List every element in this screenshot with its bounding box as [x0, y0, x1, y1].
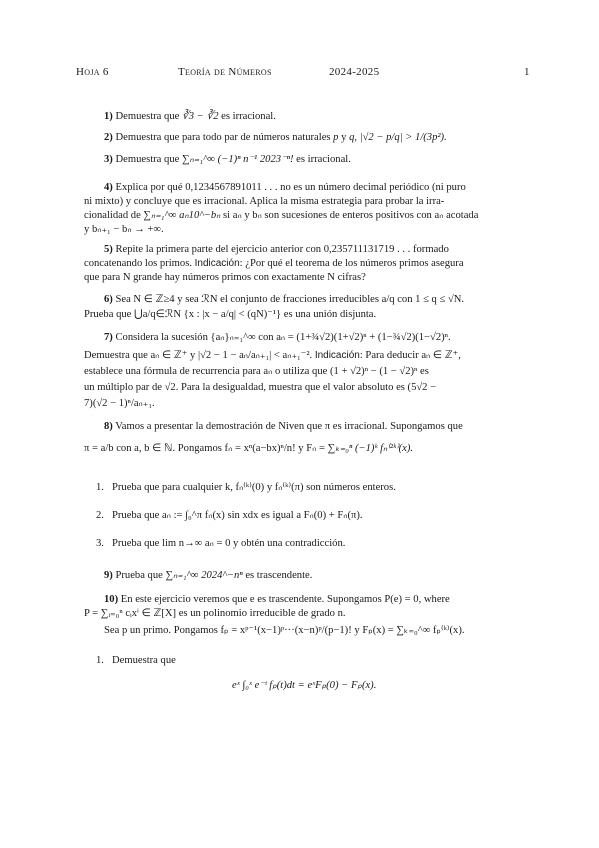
exercise-formula: ∑ₙ₌₁^∞ 2024^−nⁿ	[165, 570, 243, 581]
exercise-5-line-3: que para N grande hay números primos con exactamente N cifras?	[84, 272, 366, 283]
exercise-formula: ∑ₙ₌₁^∞ (−1)ⁿ n⁻¹ 2023⁻ⁿ!	[181, 154, 294, 165]
exercise-text-end: : Para deducir aₙ ∈ ℤ⁺,	[359, 350, 461, 361]
exercise-text: Demuestra que	[115, 154, 182, 165]
course-title: Teoría de Números	[178, 66, 272, 78]
sheet-label: Hoja 6	[76, 66, 109, 78]
exercise-text-end: es irracional.	[293, 154, 351, 165]
exercise-text: cionalidad de	[84, 210, 144, 221]
list-item-text: Prueba que para cualquier k, fₙ⁽ᵏ⁾(0) y fₙ⁽ᵏ⁾(π) son números enteros.	[112, 482, 396, 493]
exercise-7	[84, 331, 540, 345]
exercise-formula: , |√2 − p/q| > 1/(3p²).	[354, 132, 447, 143]
list-item-number: 1.	[96, 482, 104, 493]
exercise-number: 1)	[104, 111, 113, 122]
exercise-number: 9)	[104, 570, 113, 581]
exercise-number: 3)	[104, 154, 113, 165]
exercise-5-line-2	[84, 257, 540, 271]
hint-label: Indicación	[314, 350, 360, 361]
list-item-text: Prueba que lim n→∞ aₙ = 0 y obtén una contradicción.	[112, 538, 346, 549]
exercise-text: Demuestra que	[115, 111, 182, 122]
list-item-text: Demuestra que	[112, 655, 176, 666]
conj: y	[338, 132, 350, 143]
exercise-6	[84, 293, 540, 307]
exercise-number: 5)	[104, 244, 113, 255]
exercise-number: 8)	[104, 421, 113, 432]
exercise-text: π = a/b con a, b ∈ ℕ. Pongamos fₙ = xⁿ(a−bx)ⁿ/n! y Fₙ =	[84, 443, 328, 454]
exercise-number: 10)	[104, 594, 119, 605]
list-item	[96, 481, 536, 495]
exercise-10-line-2: P = ∑ᵢ₌₀ⁿ cᵢxⁱ ∈ ℤ[X] es un polinomio irreducible de grado n.	[84, 608, 346, 619]
exercise-text-end: si aₙ y bₙ son sucesiones de enteros positivos con aₙ acotada	[220, 210, 479, 221]
exercise-line: Explica por qué 0,1234567891011 . . . no es un número decimal periódico (ni puro	[115, 182, 466, 193]
page-header	[0, 66, 599, 80]
page-number: 1	[524, 66, 530, 78]
exercise-7-line-2	[84, 349, 540, 363]
exercise-7-line-4: un múltiplo par de √2. Para la desigualdad, muestra que el valor absoluto es (5√2 −	[84, 382, 437, 393]
exercise-text-end: : ¿Por qué el teorema de los números primos asegura	[239, 258, 464, 269]
list-item-number: 1.	[96, 655, 104, 666]
exercise-number: 7)	[104, 332, 113, 343]
exercise-8-line-2	[84, 442, 540, 456]
exercise-10	[84, 593, 540, 607]
exercise-7-line-5: 7)(√2 − 1)ⁿ/aₙ₊₁.	[84, 398, 155, 409]
list-item	[96, 509, 536, 523]
exercise-text: Demuestra que para todo par de números naturales	[115, 132, 334, 143]
list-item	[96, 654, 536, 668]
exercise-text: Prueba que	[115, 570, 166, 581]
exercise-number: 6)	[104, 294, 113, 305]
exercise-4-line-2: ni mixto) y concluye que es irracional. Aplica la misma estrategia para probar la irra-	[84, 196, 445, 207]
exercise-6-line-2: Prueba que ⋃a/q∈ℛN {x : |x − a/q| < (qN)⁻¹} es una unión disjunta.	[84, 309, 377, 320]
display-equation: eˣ ∫₀ˣ e⁻ᵗ fₚ(t)dt = eˣFₚ(0) − Fₚ(x).	[232, 680, 377, 691]
exercise-3	[84, 153, 540, 167]
exercise-9	[84, 569, 540, 583]
exercise-2	[84, 131, 540, 145]
exercise-number: 4)	[104, 182, 113, 193]
exercise-4	[84, 181, 540, 195]
exercise-5	[84, 243, 540, 257]
exercise-7-line-3: establece una fórmula de recurrencia para aₙ o utiliza que (1 + √2)ⁿ − (1 − √2)ⁿ es	[84, 366, 429, 377]
exercise-formula: ∑ₙ₌₁^∞ aₙ10^−bₙ	[143, 210, 221, 221]
exercise-text: concatenando los primos.	[84, 258, 195, 269]
exercise-text-end: es trascendente.	[242, 570, 313, 581]
exercise-formula: ∛3 − ∛2	[181, 111, 219, 122]
exercise-line: Sea N ∈ ℤ≥4 y sea ℛN el conjunto de fracciones irreducibles a/q con 1 ≤ q ≤ √N.	[115, 294, 465, 305]
list-item-number: 3.	[96, 538, 104, 549]
exercise-line: Considera la sucesión {aₙ}ₙ₌₁^∞ con aₙ = (1+¾√2)(1+√2)ⁿ + (1−¾√2)(1−√2)ⁿ.	[115, 332, 451, 343]
exercise-text: Demuestra que aₙ ∈ ℤ⁺ y |√2 − 1 − aₙ/aₙ₊₁| < aₙ₊₁⁻².	[84, 350, 315, 361]
hint-label: Indicación	[194, 258, 240, 269]
exercise-8	[84, 420, 540, 434]
exercise-4-line-4: y bₙ₊₁ − bₙ → +∞.	[84, 224, 164, 235]
exercise-formula: ∑ₖ₌₀ⁿ (−1)ᵏ fₙ⁽²ᵏ⁾(x).	[327, 443, 414, 454]
exercise-1	[84, 110, 540, 124]
academic-year: 2024-2025	[329, 66, 380, 78]
exercise-number: 2)	[104, 132, 113, 143]
exercise-text-end: es irracional.	[218, 111, 276, 122]
list-item	[96, 537, 536, 551]
exercise-line: Repite la primera parte del ejercicio anterior con 0,235711131719 . . . formado	[115, 244, 449, 255]
exercise-4-line-3	[84, 209, 540, 223]
var-q: q	[349, 132, 355, 143]
list-item-number: 2.	[96, 510, 104, 521]
exercise-line: Vamos a presentar la demostración de Niven que π es irracional. Supongamos que	[115, 421, 463, 432]
exercise-10-line-3: Sea p un primo. Pongamos fₚ = xᵖ⁻¹(x−1)ᵖ···(x−n)ᵖ/(p−1)! y Fₚ(x) = ∑ₖ₌₀^∞ fₚ⁽ᵏ⁾(x).	[104, 625, 465, 636]
exercise-line: En este ejercicio veremos que e es trascendente. Supongamos P(e) = 0, where	[120, 594, 450, 605]
var-p: p	[333, 132, 339, 143]
list-item-text: Prueba que aₙ := ∫₀^π fₙ(x) sin xdx es igual a Fₙ(0) + Fₙ(π).	[112, 510, 363, 521]
